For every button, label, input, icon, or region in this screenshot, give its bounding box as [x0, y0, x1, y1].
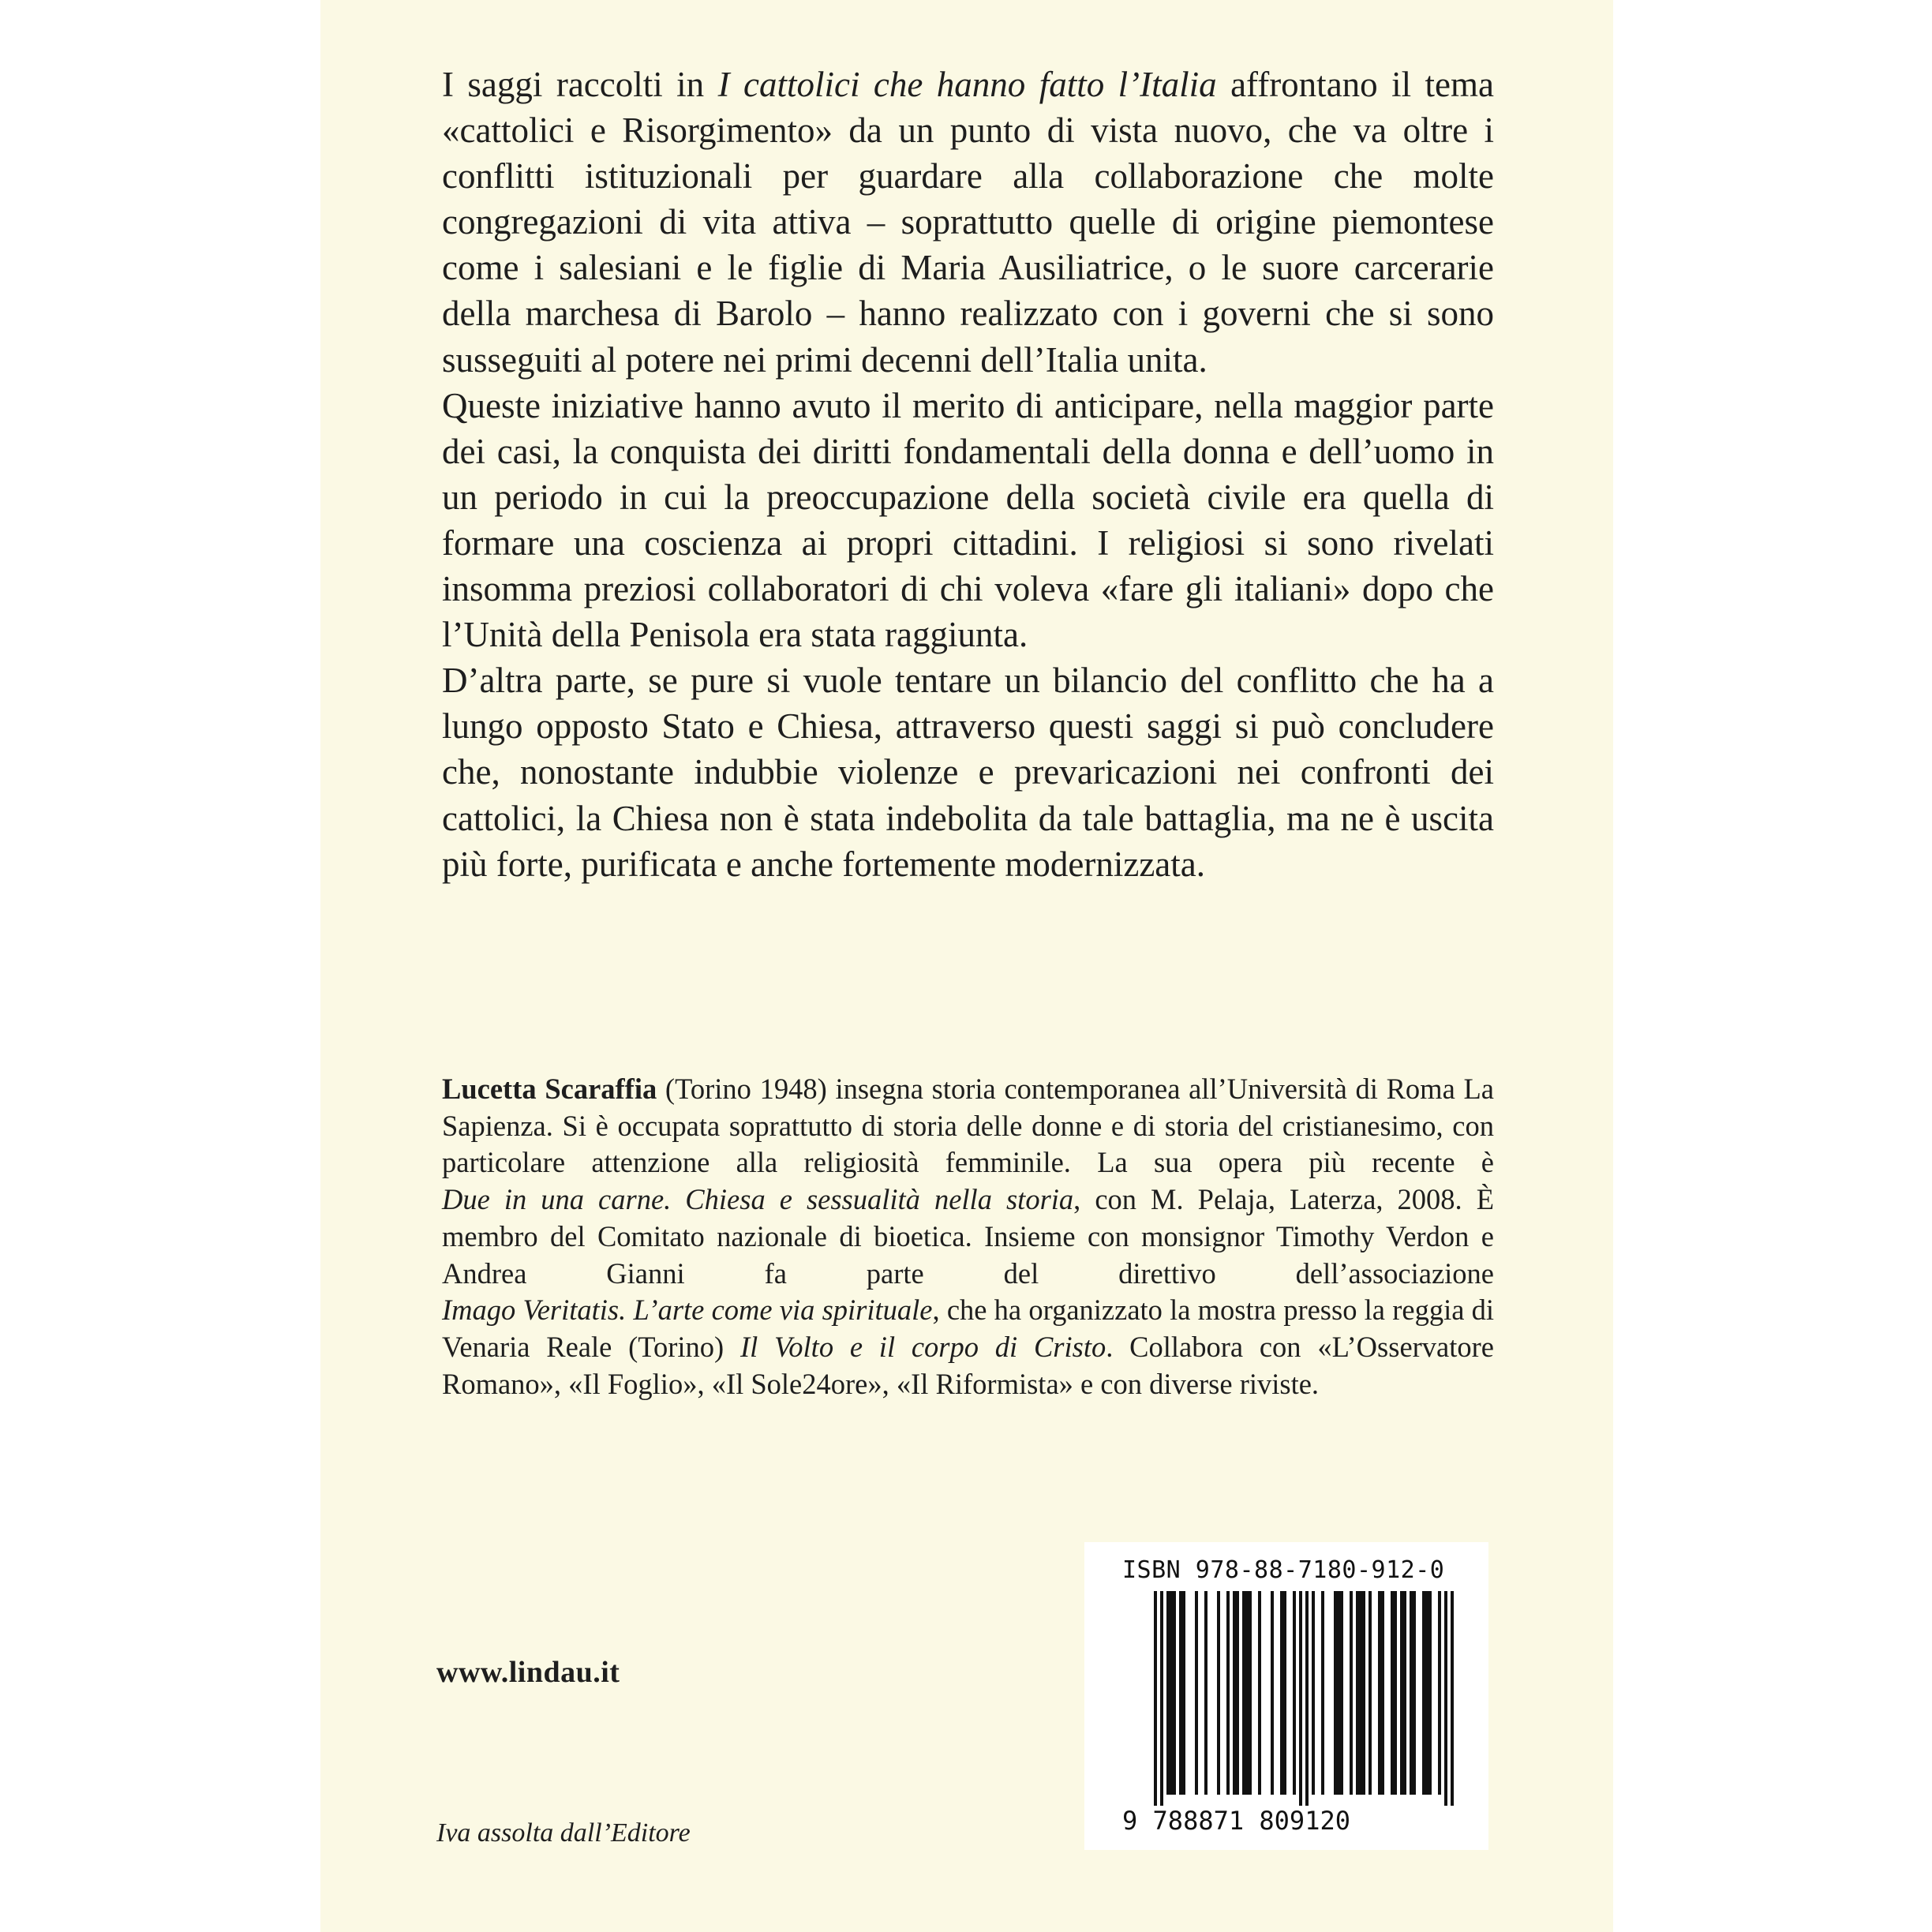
barcode-bar — [1378, 1591, 1384, 1795]
blurb-intro: I saggi raccolti in — [442, 65, 718, 104]
barcode-bar — [1204, 1591, 1208, 1795]
isbn-label: ISBN 978-88-7180-912-0 — [1122, 1556, 1445, 1584]
bio-text-4: . Collabora con «L’Osservatore Romano», «Il Foglio», «Il Sole24ore», «Il Riformista» e con diverse riviste. — [442, 1330, 1494, 1400]
barcode-bar — [1305, 1591, 1309, 1806]
blurb-paragraph-3: D’altra parte, se pure si vuole tentare un bilancio del conflitto che ha a lungo opposto Stato e Chiesa, attraverso questi saggi si può concludere che, nonostante indubbie violenze e prevaricazioni nei confronti dei cattolici, la Chiesa non è stata indebolita da tale battaglia, ma ne è uscita più forte, purificata e anche fortemente modernizzata. — [442, 661, 1494, 884]
barcode-bar — [1154, 1591, 1157, 1806]
isbn-barcode-block — [1084, 1542, 1488, 1850]
barcode-bar — [1350, 1591, 1353, 1795]
barcode-bar — [1280, 1591, 1286, 1795]
blurb-paragraph-1 — [442, 62, 1494, 383]
barcode-bar — [1195, 1591, 1198, 1795]
author-bio-paragraph — [442, 1071, 1494, 1402]
barcode-bar — [1391, 1591, 1397, 1795]
bio-text-3: , che ha organizzato la mostra presso la reggia di Venaria Reale (Torino) — [442, 1294, 1494, 1363]
blurb-p1-rest: affrontano il tema «cattolici e Risorgimento» da un punto di vista nuovo, che va oltre i conflitti istituzionali per guardare alla collaborazione che molte congregazioni di vita attiva – soprattutto quelle di origine piemontese come i salesiani e le figlie di Maria Ausiliatrice, o le suore carcerarie della marchesa di Barolo – hanno realizzato con i governi che si sono susseguiti al potere nei primi decenni dell’Italia unita. — [442, 65, 1494, 380]
blurb-paragraph-2: Queste iniziative hanno avuto il merito di anticipare, nella maggior parte dei casi, la conquista dei diritti fondamentali della donna e dell’uomo in un periodo in cui la preoccupazione della società civile era quella di formare una coscienza ai propri cittadini. I religiosi si sono rivelati insomma preziosi collaboratori di chi voleva «fare gli italiani» dopo che l’Unità della Penisola era stata raggiunta. — [442, 385, 1494, 655]
barcode-bar — [1368, 1591, 1372, 1795]
barcode — [1154, 1591, 1454, 1806]
barcode-bar — [1299, 1591, 1302, 1806]
barcode-digits: 9 788871 809120 — [1122, 1806, 1350, 1836]
barcode-bar — [1400, 1591, 1406, 1795]
barcode-bar — [1179, 1591, 1185, 1795]
barcode-bar — [1451, 1591, 1454, 1806]
recent-work-title: Due in una carne. Chiesa e sessualità nella storia — [442, 1183, 1074, 1216]
barcode-bar — [1356, 1591, 1365, 1795]
barcode-bar — [1233, 1591, 1239, 1795]
barcode-bar — [1444, 1591, 1447, 1806]
author-name: Lucetta Scaraffia — [442, 1073, 657, 1105]
barcode-bar — [1226, 1591, 1230, 1795]
bio-text-1: (Torino 1948) insegna storia contemporanea all’Università di Roma La Sapienza. Si è occupata soprattutto di storia delle donne e di storia del cristianesimo, con particolare attenzione alla religiosità femminile. La sua opera più recente è — [442, 1073, 1494, 1179]
barcode-bar — [1217, 1591, 1220, 1795]
barcode-bar — [1438, 1591, 1441, 1795]
book-back-cover — [320, 0, 1613, 1932]
exhibition-title: Il Volto e il corpo di Cristo — [739, 1330, 1106, 1363]
barcode-bar — [1410, 1591, 1416, 1795]
iva-note: Iva assolta dall’Editore — [436, 1818, 691, 1848]
barcode-bar — [1258, 1591, 1261, 1795]
barcode-bar — [1312, 1591, 1315, 1795]
association-name: Imago Veritatis. L’arte come via spirituale — [442, 1294, 933, 1327]
barcode-bar — [1166, 1591, 1176, 1795]
bio-text-2: , con M. Pelaja, Laterza, 2008. È membro del Comitato nazionale di bioetica. Insieme con monsignor Timothy Verdon e Andrea Gianni fa parte del direttivo dell’associazione — [442, 1183, 1494, 1290]
author-bio — [442, 1071, 1494, 1402]
barcode-bar — [1422, 1591, 1432, 1795]
barcode-bar — [1160, 1591, 1163, 1806]
barcode-bar — [1321, 1591, 1324, 1795]
barcode-bar — [1242, 1591, 1252, 1795]
publisher-website[interactable]: www.lindau.it — [436, 1656, 620, 1689]
blurb — [442, 62, 1494, 887]
barcode-bar — [1271, 1591, 1274, 1795]
barcode-bar — [1293, 1591, 1296, 1795]
book-title: I cattolici che hanno fatto l’Italia — [717, 65, 1217, 104]
barcode-bar — [1334, 1591, 1343, 1795]
